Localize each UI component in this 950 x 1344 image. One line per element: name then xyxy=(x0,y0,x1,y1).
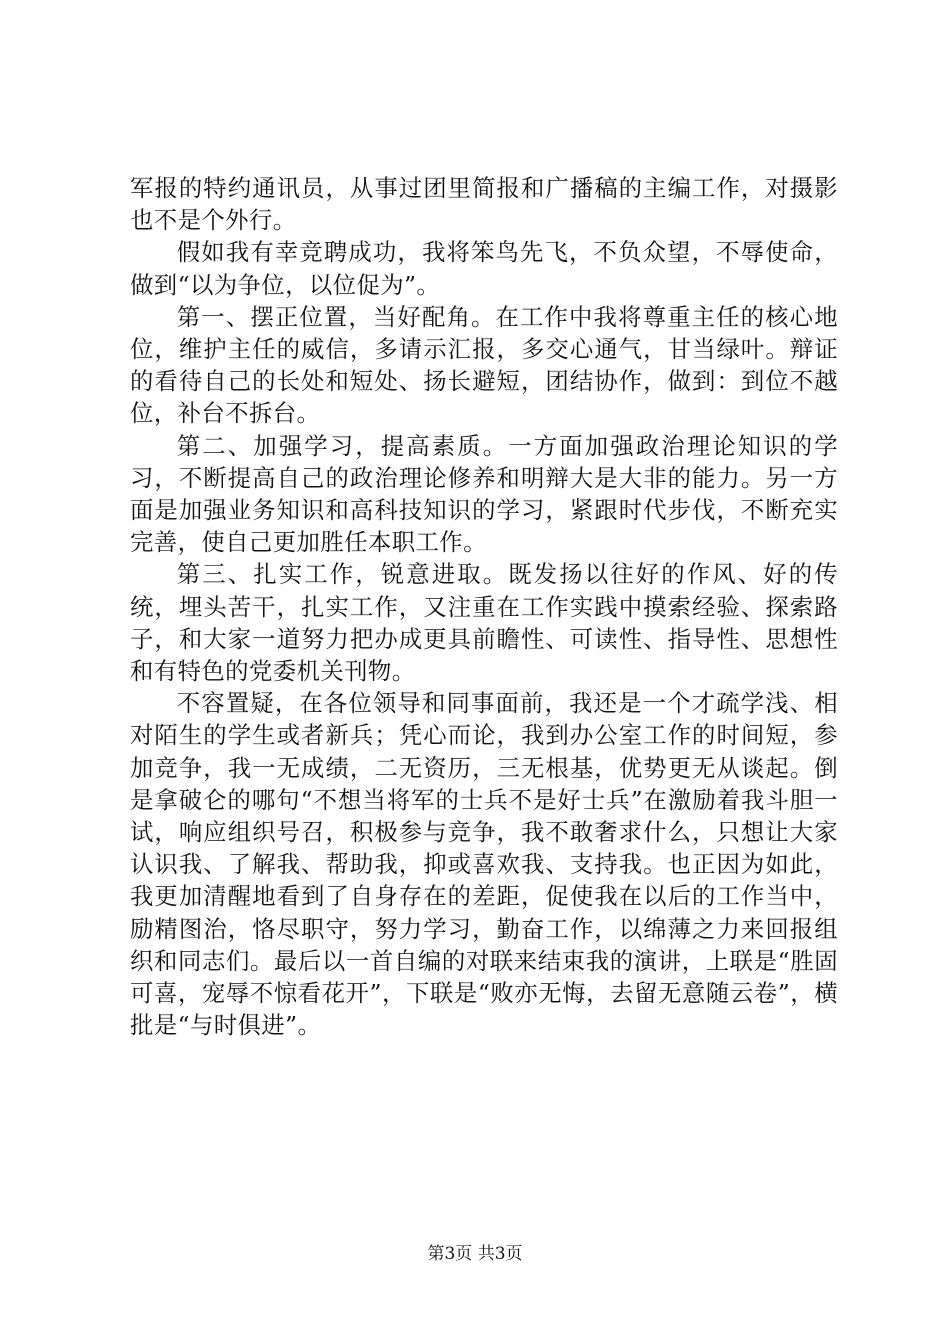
paragraph-closing: 不容置疑，在各位领导和同事面前，我还是一个才疏学浅、相对陌生的学生或者新兵；凭心而论，我到办公室工作的时间短，参加竞争，我一无成绩，二无资历，三无根基，优势更无从谈起。倒是拿破仑的哪句“不想当将军的士兵不是好士兵”在激励着我斗胆一试，响应组织号召，积极参与竞争，我不敢奢求什么，只想让大家认识我、了解我、帮助我，抑或喜欢我、支持我。也正因为如此，我更加清醒地看到了自身存在的差距，促使我在以后的工作当中，励精图治，恪尽职守，努力学习，勤奋工作，以绵薄之力来回报组织和同志们。最后以一首自编的对联来结束我的演讲，上联是“胜固可喜，宠辱不惊看花开”，下联是“败亦无悔，去留无意随云卷”，横批是“与时俱进”。 xyxy=(130,689,838,1040)
document-body xyxy=(130,172,838,1041)
paragraph-second-point: 第二、加强学习，提高素质。一方面加强政治理论知识的学习，不断提高自己的政治理论修养和明辩大是大非的能力。另一方面是加强业务知识和高科技知识的学习，紧跟时代步伐，不断充实完善，使自己更加胜任本职工作。 xyxy=(130,431,838,557)
paragraph-commitment: 假如我有幸竞聘成功，我将笨鸟先飞，不负众望，不辱使命，做到“以为争位，以位促为”。 xyxy=(130,238,838,299)
paragraph-continuation: 军报的特约通讯员，从事过团里简报和广播稿的主编工作，对摄影也不是个外行。 xyxy=(130,174,838,235)
paragraph-third-point: 第三、扎实工作，锐意进取。既发扬以往好的作风、好的传统，埋头苦干，扎实工作，又注重在工作实践中摸索经验、探索路子，和大家一道努力把办成更具前瞻性、可读性、指导性、思想性和有特色的党委机关刊物。 xyxy=(130,560,838,686)
page-number-footer: 第3页 共3页 xyxy=(427,1244,523,1264)
paragraph-first-point: 第一、摆正位置，当好配角。在工作中我将尊重主任的核心地位，维护主任的威信，多请示汇报，多交心通气，甘当绿叶。辩证的看待自己的长处和短处、扬长避短，团结协作，做到：到位不越位，补台不拆台。 xyxy=(130,302,838,428)
